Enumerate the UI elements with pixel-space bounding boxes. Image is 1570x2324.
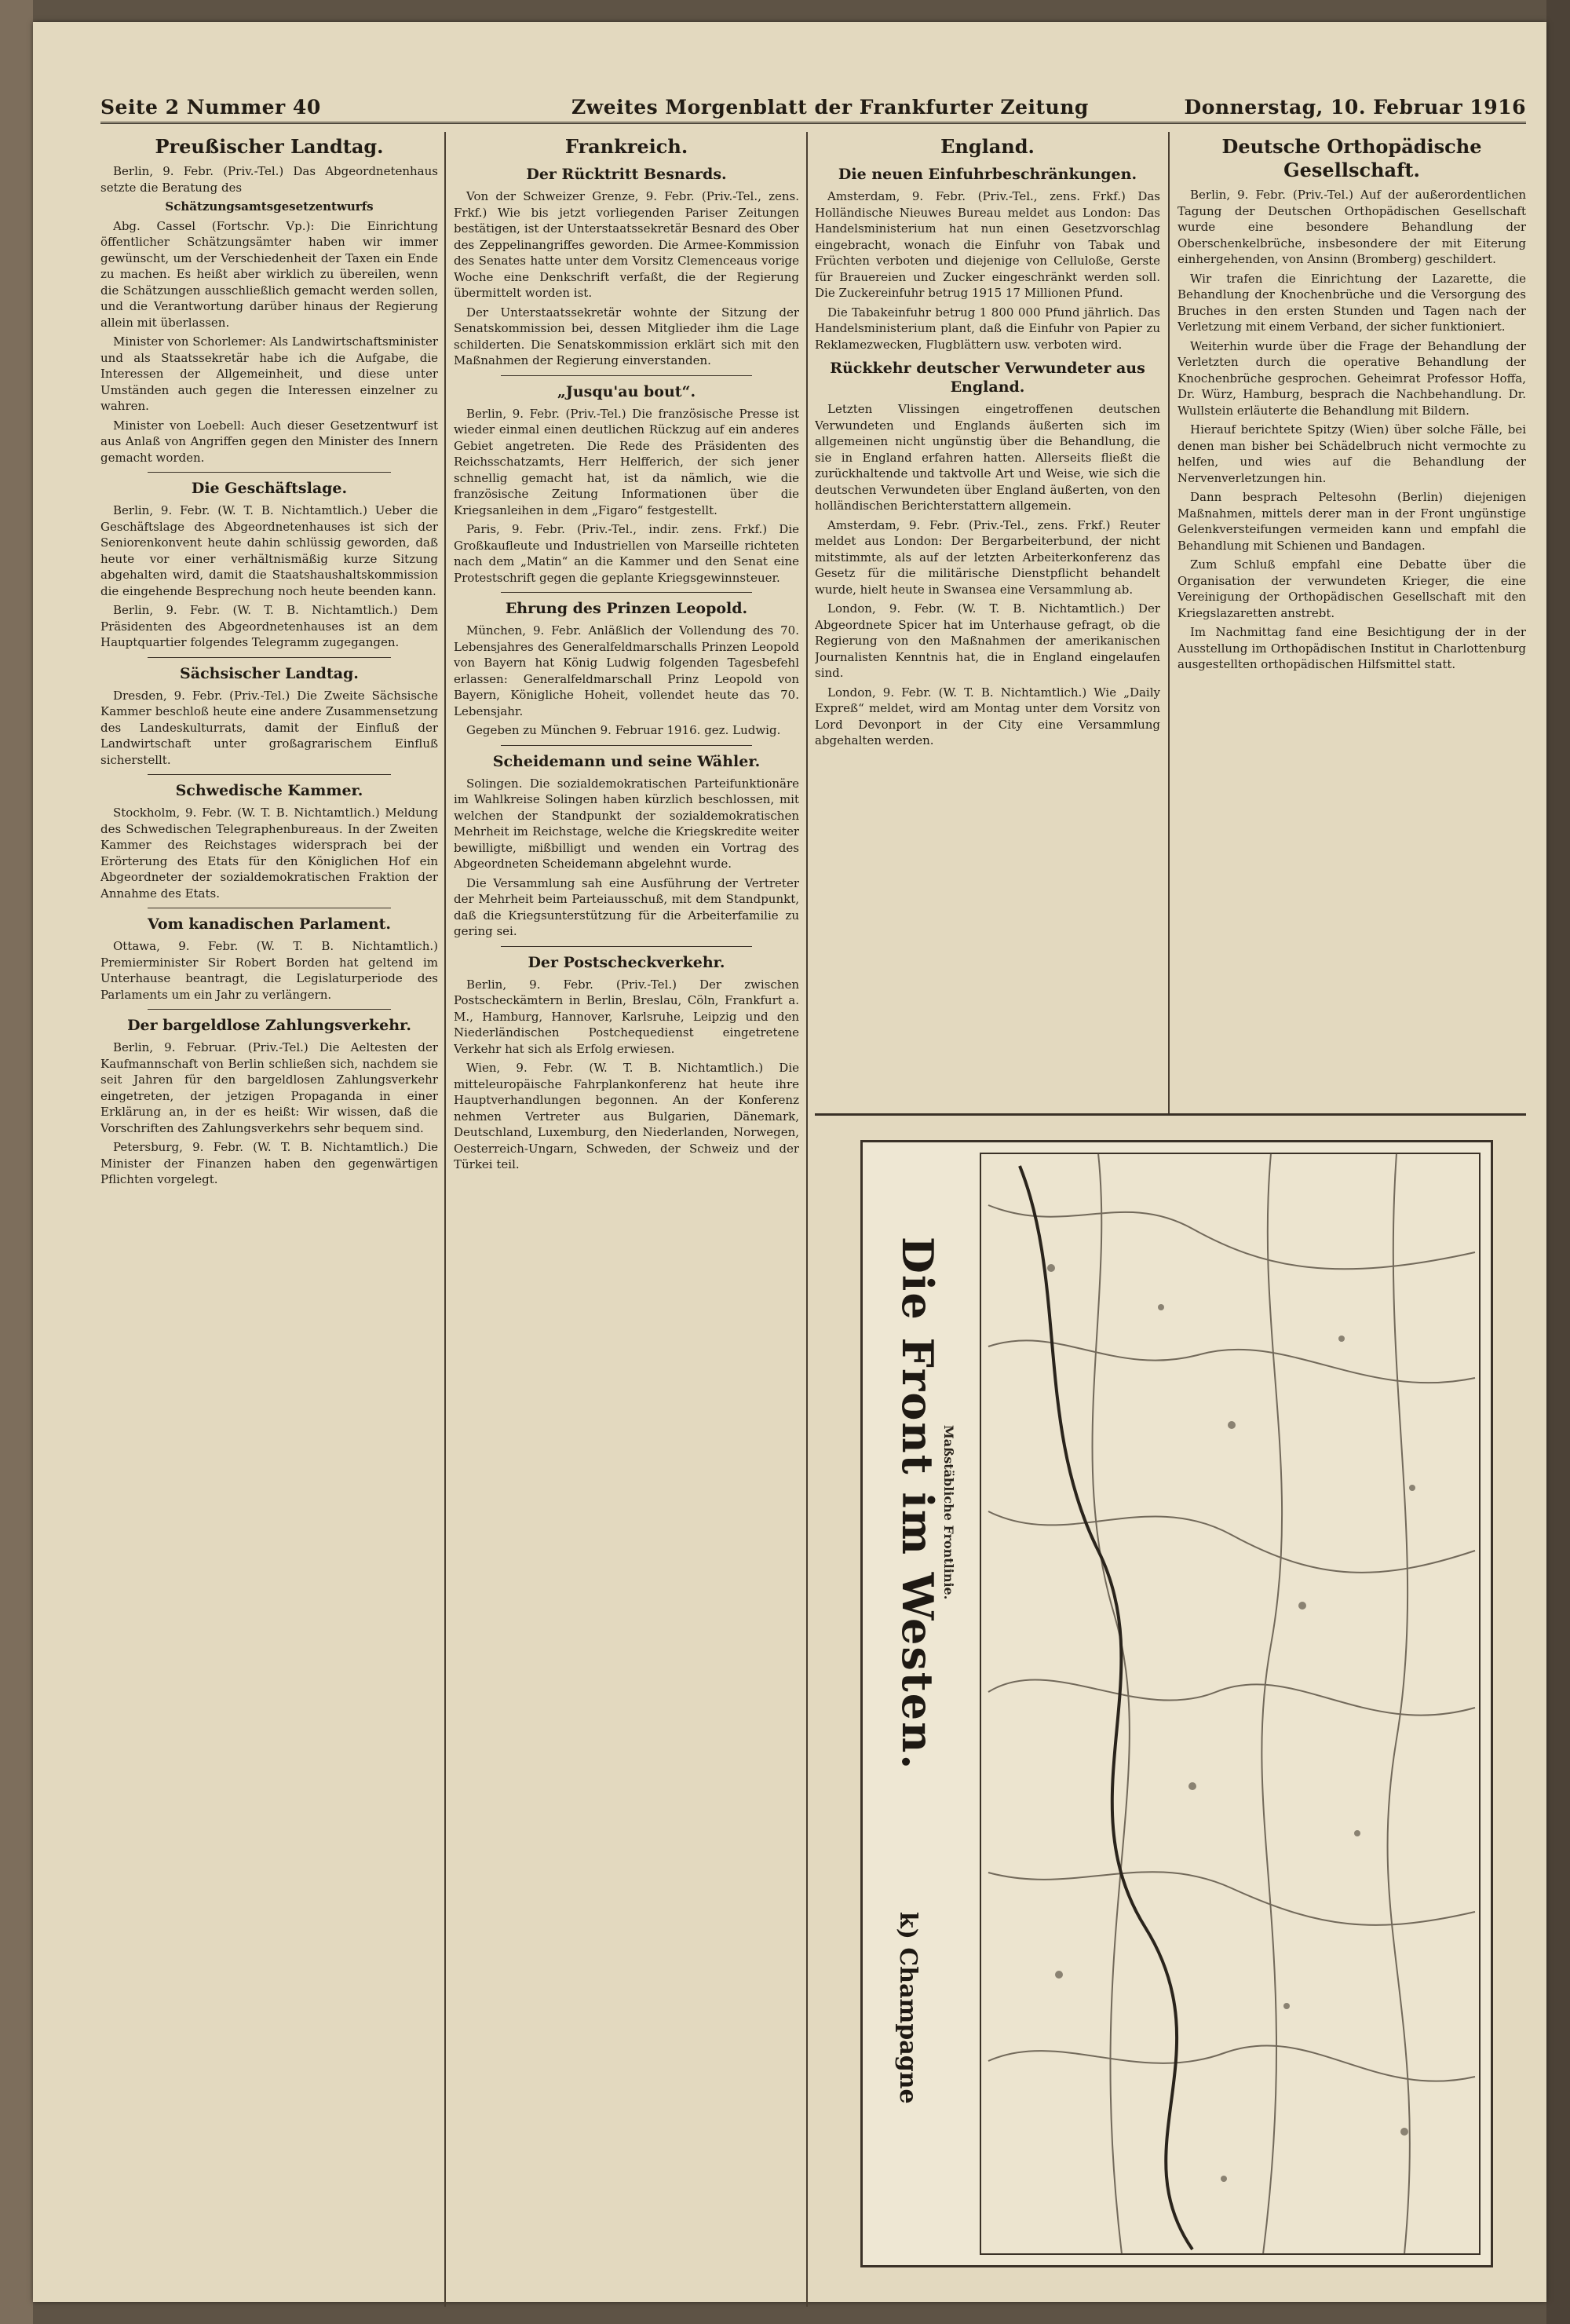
article-heading: Deutsche Orthopädische Gesellschaft. bbox=[1221, 135, 1482, 181]
paragraph: Im Nachmittag fand eine Besichtigung der in der Ausstellung im Orthopädischen Institut in Charlottenburg ausgestellten orthopädischen Hilfsmittel statt. bbox=[1178, 625, 1526, 671]
paragraph: Berlin, 9. Februar. (Priv.-Tel.) Die Aeltesten der Kaufmannschaft von Berlin schließen sich, nachdem sie seit Jahren für den bargeldlosen Zahlungsverkehr eingetreten, der jetzigen Propaganda in einer Erklärung an, in der es heißt: Wir wissen, daß die Vorschriften des Zahlungsverkehrs sehr bequem sind. bbox=[100, 1040, 438, 1135]
paragraph: Abg. Cassel (Fortschr. Vp.): Die Einrichtung öffentlicher Schätzungsämter haben wir immer gewünscht, um der Verschiedenheit der Taxen ein Ende zu machen. Es heißt aber wirklich zu übereilen, wenn die Schätzungen ausschließlich gemacht werden sollen, und die Verantwortung darüber hinaus der Regierung allein mit überlassen. bbox=[100, 218, 438, 330]
subheading: Vom kanadischen Parlament. bbox=[147, 915, 392, 933]
paragraph: London, 9. Febr. (W. T. B. Nichtamtlich.) Der Abgeordnete Spicer hat im Unterhause gefragt, ob die Regierung von den Maßnahmen der amerikanischen Journalisten Kenntnis hat, die in England eingelaufen sind. bbox=[815, 601, 1160, 680]
divider bbox=[148, 774, 391, 775]
section-rule bbox=[815, 1113, 1526, 1116]
map-title: Die Front im Westen. bbox=[893, 1237, 943, 1771]
dateline: Berlin, 9. Febr. (Priv.-Tel.) Das Abgeordnetenhaus setzte die Beratung des bbox=[100, 164, 438, 195]
paragraph: Die Tabakeinfuhr betrug 1 800 000 Pfund jährlich. Das Handelsministerium plant, daß die Einfuhr von Papier zu Reklamezwecken, Flugblättern usw. verboten wird. bbox=[815, 305, 1160, 352]
divider bbox=[148, 472, 391, 473]
paragraph: Dann besprach Peltesohn (Berlin) diejenigen Maßnahmen, mittels derer man in der Front ungünstige Gelenkversteifungen vermeiden kann und empfahl die Behandlung mit Schienen und Bandagen. bbox=[1178, 490, 1526, 553]
column-rule bbox=[1168, 132, 1170, 1113]
paragraph: Wir trafen die Einrichtung der Lazarette, die Behandlung der Knochenbrüche und die Versorgung des Bruches in den ersten Stunden und Tagen nach der Verletzung mit einem Verband, der sicher funktioniert. bbox=[1178, 271, 1526, 334]
subheading: „Jusqu'au bout“. bbox=[557, 382, 696, 400]
paragraph: Die Versammlung sah eine Ausführung der Vertreter der Mehrheit beim Parteiausschuß, mit dem Standpunkt, daß die Kriegsunterstützung für die Arbeiterfamilie zu gering sei. bbox=[454, 875, 799, 938]
paragraph: Zum Schluß empfahl eine Debatte über die Organisation der verwundeten Krieger, die eine Vereinigung der Orthopädischen Gesellschaft mit den Kriegslazaretten anstrebt. bbox=[1178, 557, 1526, 620]
paragraph: Minister von Schorlemer: Als Landwirtschaftsminister und als Staatssekretär habe ich die Aufgabe, die Interessen der Allgemeinheit, und diese unter Umständen auch gegen die Interessen einzelner zu wahren. bbox=[100, 334, 438, 413]
subheading: Die neuen Einfuhrbeschränkungen. bbox=[838, 166, 1137, 183]
map-section-label: k) Champagne bbox=[894, 1912, 922, 2104]
masthead-paper-name: Zweites Morgenblatt der Frankfurter Zeitung bbox=[571, 96, 1089, 119]
paragraph: Minister von Loebell: Auch dieser Gesetzentwurf ist aus Anlaß von Angriffen gegen den Minister des Innern gemacht worden. bbox=[100, 418, 438, 465]
map-subtitle: Maßstäbliche Frontlinie. bbox=[941, 1425, 956, 1600]
paragraph: Berlin, 9. Febr. (Priv.-Tel.) Die französische Presse ist wieder einmal einen deutlichen Rückzug auf ein anderes Gebiet angetreten. Die Rede des Präsidenten des Reichsschatzamts, Herr Helfferich, der sich jener schnellig gemacht hat, ist da nämlich, wie die französische Zeitung Informationen über die Kriegsanleihen in dem „Figaro“ festgestellt. bbox=[454, 406, 799, 517]
column-rule bbox=[806, 132, 808, 2307]
subheading: Der Postscheckverkehr. bbox=[528, 953, 725, 971]
article-heading: Preußischer Landtag. bbox=[155, 135, 384, 158]
divider bbox=[148, 1009, 391, 1010]
column-france bbox=[454, 132, 799, 2307]
subheading: Scheidemann und seine Wähler. bbox=[492, 752, 761, 770]
divider bbox=[501, 592, 752, 593]
paragraph: Dresden, 9. Febr. (Priv.-Tel.) Die Zweite Sächsische Kammer beschloß heute eine andere Zusammensetzung des Landeskulturrats, damit der Einfluß der Landwirtschaft unter großagrarischem Einfluß sicherstellt. bbox=[100, 688, 438, 767]
subheading: Sächsischer Landtag. bbox=[180, 664, 359, 682]
paragraph: Weiterhin wurde über die Frage der Behandlung der Verletzten durch die operative Behandlung der Knochenbrüche gesprochen. Geheimrat Professor Hoffa, Dr. Würz, Hamburg, besprach die Nachbehandlung. Dr. Wullstein erläuterte die Behandlung mit Bildern. bbox=[1178, 338, 1526, 418]
column-england bbox=[815, 132, 1160, 1113]
divider bbox=[501, 745, 752, 746]
subheading: Die Geschäftslage. bbox=[191, 480, 348, 497]
subheading: Der Rücktritt Besnards. bbox=[526, 166, 727, 183]
paragraph: Amsterdam, 9. Febr. (Priv.-Tel., zens. Frkf.) Reuter meldet aus London: Der Bergarbeiterbund, der nicht mitstimmte, als auf der letzten Arbeiterkonferenz das Gesetz für die militärische Dienstpflicht behandelt wurde, hielt heute in Swansea eine Versammlung ab. bbox=[815, 517, 1160, 597]
paragraph: Der Unterstaatssekretär wohnte der Sitzung der Senatskommission bei, dessen Mitglieder ihm die Lage schilderten. Die Senatskommission erklärt sich mit den Maßnahmen der Regierung einverstanden. bbox=[454, 305, 799, 367]
article-heading: Frankreich. bbox=[564, 135, 688, 158]
paragraph: Hierauf berichtete Spitzy (Wien) über solche Fälle, bei denen man bisher bei Schädelbruch nicht vermochte zu helfen, und wies auf die Behandlung der Nervenverletzungen hin. bbox=[1178, 422, 1526, 485]
paragraph: Gegeben zu München 9. Februar 1916. gez. Ludwig. bbox=[466, 723, 781, 737]
article-heading: England. bbox=[940, 135, 1035, 158]
scan-left-margin bbox=[0, 0, 33, 2324]
front-map bbox=[860, 1140, 1493, 2267]
subheading: Ehrung des Prinzen Leopold. bbox=[505, 600, 748, 617]
masthead-date: Donnerstag, 10. Februar 1916 bbox=[1184, 96, 1526, 119]
subheading: Schwedische Kammer. bbox=[175, 782, 363, 799]
paragraph: Berlin, 9. Febr. (Priv.-Tel.) Auf der außerordentlichen Tagung der Deutschen Orthopädischen Gesellschaft wurde eine besondere Behandlung der Oberschenkelbrüche, insbesondere der mit Eiterung einhergehenden, von Ansinn (Bromberg) geschildert. bbox=[1178, 188, 1526, 266]
paragraph: München, 9. Febr. Anläßlich der Vollendung des 70. Lebensjahres des Generalfeldmarschalls Prinzen Leopold von Bayern hat König Ludwig folgenden Tagesbefehl erlassen: Generalfeldmarschall Prinz Leopold von Bayern, Königliche Hoheit, vollendet heute das 70. Lebensjahr. bbox=[454, 623, 799, 718]
column-rule bbox=[444, 132, 446, 2307]
scan-right-margin bbox=[1546, 0, 1570, 2324]
column-prussian-landtag bbox=[100, 132, 438, 2307]
divider bbox=[501, 946, 752, 947]
masthead bbox=[100, 93, 1526, 124]
paragraph: Ottawa, 9. Febr. (W. T. B. Nichtamtlich.) Premierminister Sir Robert Borden hat geltend im Unterhause beantragt, die Legislaturperiode des Parlaments um ein Jahr zu verlängern. bbox=[100, 939, 438, 1002]
divider bbox=[501, 375, 752, 376]
divider bbox=[148, 657, 391, 658]
paragraph: Stockholm, 9. Febr. (W. T. B. Nichtamtlich.) Meldung des Schwedischen Telegraphenbureaus. In der Zweiten Kammer des Reichstages widersprach bei der Erörterung des Etats für den Königlichen Hof ein Abgeordneter der sozialdemokratischen Fraktion der Annahme des Etats. bbox=[100, 806, 438, 901]
paragraph: Paris, 9. Febr. (Priv.-Tel., indir. zens. Frkf.) Die Großkaufleute und Industriellen von Marseille richteten nach dem „Matin“ an die Kammer und den Senat eine Protestschrift gegen die geplante Kriegsgewinnsteuer. bbox=[454, 522, 799, 585]
paragraph: Petersburg, 9. Febr. (W. T. B. Nichtamtlich.) Die Minister der Finanzen haben den gegenwärtigen Pflichten vorgelegt. bbox=[100, 1140, 438, 1186]
paragraph: Berlin, 9. Febr. (W. T. B. Nichtamtlich.) Dem Präsidenten des Abgeordnetenhauses ist an dem Hauptquartier folgendes Telegramm zugegangen. bbox=[100, 603, 438, 649]
subheading: Der bargeldlose Zahlungsverkehr. bbox=[127, 1017, 411, 1034]
paragraph: Solingen. Die sozialdemokratischen Parteifunktionäre im Wahlkreise Solingen haben kürzlich beschlossen, mit welchen der Standpunkt der sozialdemokratischen Mehrheit im Reichstage, welche die Kriegskredite weiter bewilligte, mißbilligt und wenden ein Vortrag des Abgeordneten Scheidemann abgelehnt wurde. bbox=[454, 776, 799, 871]
subheading: Rückkehr deutscher Verwundeter aus England. bbox=[830, 360, 1145, 396]
paragraph: Amsterdam, 9. Febr. (Priv.-Tel., zens. Frkf.) Das Holländische Nieuwes Bureau meldet aus London: Das Handelsministerium hat nun einen Gesetzvorschlag eingebracht, wonach die Einfuhr von Tabak und Früchten verboten und diejenige von Celluloße, Gerste für Brauereien und Zucker eingeschränkt werden soll. Die Zuckereinfuhr betrug 1915 17 Millionen Pfund. bbox=[815, 189, 1160, 300]
paragraph: Berlin, 9. Febr. (W. T. B. Nichtamtlich.) Ueber die Geschäftslage des Abgeordnetenhauses ist sich der Seniorenkonvent heute dahin schlüssig geworden, daß heute vor einer verhältnismäßig kurze Sitzung abgehalten wird, damit die Staatshaushaltskommission die eingehende Besprechung noch heute beenden kann. bbox=[100, 503, 438, 598]
map-illustration bbox=[863, 1142, 1491, 2265]
paragraph: Von der Schweizer Grenze, 9. Febr. (Priv.-Tel., zens. Frkf.) Wie bis jetzt vorliegenden Pariser Zeitungen bestätigen, ist der Unterstaatssekretär Besnard des Ober des Zeppelinangriffes geworden. Die Armee-Kommission des Senates hatte unter dem Vorsitz Clemenceaus vorige Woche eine Denkschrift verfaßt, die der Regierung übermittelt worden ist. bbox=[454, 189, 799, 300]
paragraph: Letzten Vlissingen eingetroffenen deutschen Verwundeten und Englands äußerten sich im allgemeinen nicht ungünstig über die Behandlung, die sie in England erfahren hatten. Allerseits fließt die zurückhaltende und taktvolle Art und Weise, wie sich die deutschen Verwundeten über England äußerten, von den holländischen Berichterstattern allgemein. bbox=[815, 402, 1160, 513]
subheading: Schätzungsamtsgesetzentwurfs bbox=[165, 199, 374, 214]
masthead-page-number: Seite 2 Nummer 40 bbox=[100, 96, 321, 119]
paragraph: Berlin, 9. Febr. (Priv.-Tel.) Der zwischen Postscheckämtern in Berlin, Breslau, Cöln, Frankfurt a. M., Hamburg, Hannover, Karlsruhe, Leipzig und den Niederländischen Postchequedienst eingetretene Verkehr hat sich als Erfolg erwiesen. bbox=[454, 977, 799, 1056]
paragraph: London, 9. Febr. (W. T. B. Nichtamtlich.) Wie „Daily Expreß“ meldet, wird am Montag unter dem Vorsitz von Lord Devonport in der City eine Versammlung abgehalten werden. bbox=[815, 685, 1160, 747]
column-orthopedic-society bbox=[1178, 132, 1526, 1113]
paragraph: Wien, 9. Febr. (W. T. B. Nichtamtlich.) Die mitteleuropäische Fahrplankonferenz hat heute ihre Hauptverhandlungen begonnen. An der Konferenz nehmen Vertreter aus Bulgarien, Dänemark, Deutschland, Luxemburg, den Niederlanden, Norwegen, Oesterreich-Ungarn, Schweden, der Schweiz und der Türkei teil. bbox=[454, 1061, 799, 1171]
